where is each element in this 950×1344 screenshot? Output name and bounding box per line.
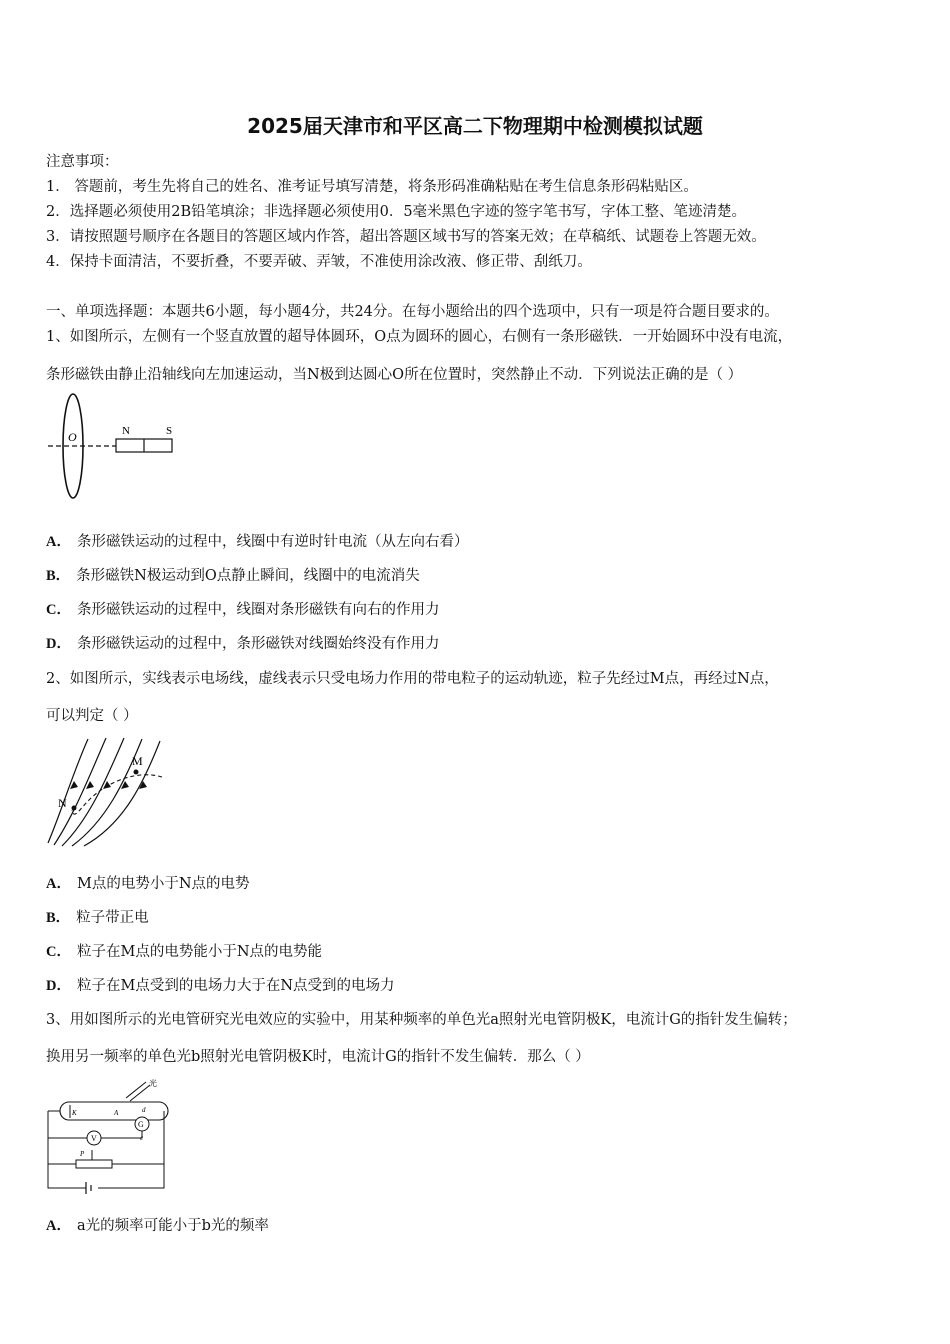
option-label: A． — [46, 1218, 71, 1234]
question-2-option-d[interactable] — [46, 976, 395, 996]
field-lines-figure — [44, 735, 174, 847]
question-1-option-b[interactable] — [46, 566, 420, 586]
question-1-option-c[interactable] — [46, 600, 439, 620]
point-n — [72, 806, 77, 811]
option-label: C． — [46, 944, 71, 960]
point-m — [134, 770, 139, 775]
option-text: 条形磁铁运动的过程中，线圈对条形磁铁有向右的作用力 — [76, 602, 440, 618]
option-text: 粒子在M点受到的电场力大于在N点受到的电场力 — [76, 978, 395, 994]
voltmeter-label: V — [91, 1134, 97, 1143]
page-title: 2025届天津市和平区高二下物理期中检测模拟试题 — [247, 114, 703, 138]
notice-item: 3．请按照题号顺序在各题目的答题区域内作答，超出答题区域书写的答案无效；在草稿纸、试题卷上答题无效。 — [46, 229, 766, 245]
anode-a-label: A — [114, 1109, 119, 1117]
phototube-circuit-figure — [46, 1078, 166, 1196]
question-3-stem-line1: 3、用如图所示的光电管研究光电效应的实验中，用某种频率的单色光a照射光电管阴极K，电流计G的指针发生偏转； — [46, 1012, 797, 1028]
question-1-option-d[interactable] — [46, 634, 439, 654]
ring-magnet-figure — [46, 392, 186, 502]
cathode-k-label: K — [72, 1109, 77, 1117]
point-c-label: c — [140, 1134, 144, 1142]
light-label: 光 — [149, 1079, 157, 1088]
question-2-stem-line1: 2、如图所示，实线表示电场线，虚线表示只受电场力作用的带电粒子的运动轨迹，粒子先经过M点，再经过N点， — [46, 671, 779, 687]
option-text: 粒子带正电 — [76, 910, 149, 926]
question-2-option-a[interactable] — [46, 874, 250, 894]
question-2-stem-line2: 可以判定（ ） — [46, 708, 138, 724]
notice-item: 1． 答题前，考生先将自己的姓名、准考证号填写清楚，将条形码准确粘贴在考生信息条形码粘贴区。 — [46, 179, 698, 195]
rheostat — [76, 1160, 112, 1168]
question-3-option-a[interactable] — [46, 1216, 269, 1236]
magnet-s-label: S — [166, 425, 173, 437]
option-label: D． — [46, 978, 71, 994]
notice-item: 2．选择题必须使用2B铅笔填涂；非选择题必须使用0．5毫米黑色字迹的签字笔书写，字体工整、笔迹清楚。 — [46, 204, 747, 220]
question-3-stem-line2: 换用另一频率的单色光b照射光电管阴极K时，电流计G的指针不发生偏转．那么（ ） — [46, 1049, 590, 1065]
option-text: 条形磁铁N极运动到O点静止瞬间，线圈中的电流消失 — [76, 568, 420, 584]
option-text: a光的频率可能小于b光的频率 — [76, 1218, 269, 1234]
option-text: 条形磁铁运动的过程中，条形磁铁对线圈始终没有作用力 — [76, 636, 440, 652]
option-text: 粒子在M点的电势能小于N点的电势能 — [76, 944, 323, 960]
point-d-label: d — [142, 1106, 146, 1114]
option-label: A． — [46, 876, 71, 892]
option-label: D． — [46, 636, 71, 652]
center-o-label: O — [68, 430, 77, 444]
question-2-option-c[interactable] — [46, 942, 322, 962]
slider-p-label: P — [80, 1150, 85, 1158]
option-label: B． — [46, 568, 71, 584]
option-text: 条形磁铁运动的过程中，线圈中有逆时针电流（从左向右看） — [76, 534, 469, 550]
question-1-stem-line1: 1、如图所示，左侧有一个竖直放置的超导体圆环，O点为圆环的圆心，右侧有一条形磁铁．一开始圆环中没有电流， — [46, 329, 793, 345]
particle-trajectory — [72, 775, 162, 814]
notice-heading: 注意事项： — [46, 154, 119, 170]
question-1-option-a[interactable] — [46, 532, 468, 552]
magnet-n-label: N — [122, 425, 130, 437]
option-label: A． — [46, 534, 71, 550]
section-heading: 一、单项选择题：本题共6小题，每小题4分，共24分。在每小题给出的四个选项中，只有一项是符合题目要求的。 — [46, 304, 779, 320]
point-m-label: M — [132, 754, 143, 768]
galvanometer-label: G — [138, 1120, 144, 1129]
option-label: B． — [46, 910, 71, 926]
notice-item: 4．保持卡面清洁，不要折叠，不要弄破、弄皱，不准使用涂改液、修正带、刮纸刀。 — [46, 254, 592, 270]
option-label: C． — [46, 602, 71, 618]
question-1-stem-line2: 条形磁铁由静止沿轴线向左加速运动，当N极到达圆心O所在位置时，突然静止不动．下列说法正确的是（ ） — [46, 367, 743, 383]
point-n-label: N — [58, 796, 67, 810]
question-2-option-b[interactable] — [46, 908, 149, 928]
option-text: M点的电势小于N点的电势 — [76, 876, 250, 892]
